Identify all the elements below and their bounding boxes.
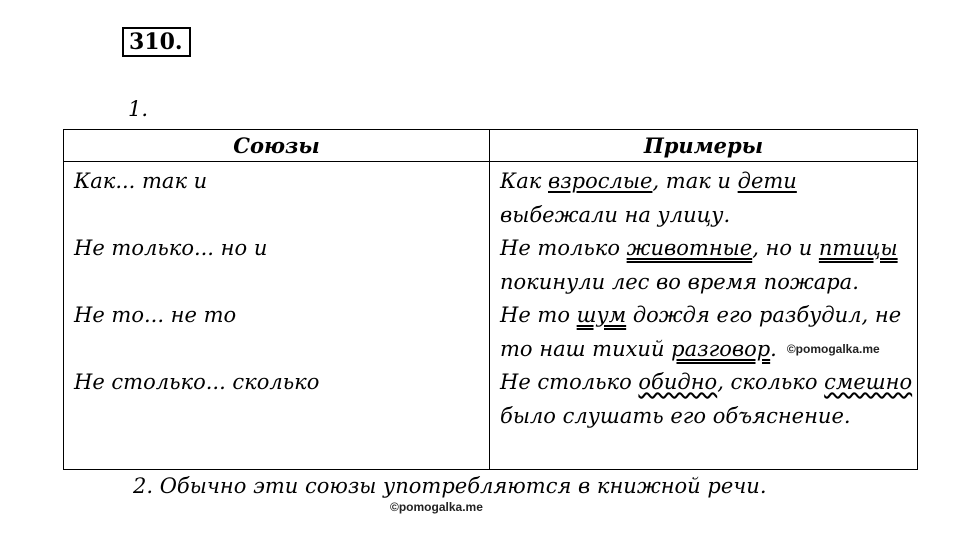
subject-underlined: дети bbox=[737, 169, 797, 193]
conjunction-item: Не только... но и bbox=[74, 236, 268, 260]
subject-underlined: шум bbox=[576, 303, 627, 327]
example-sentence: Как взрослые, так и дети выбежали на улицу. bbox=[500, 169, 797, 227]
predicate-underlined: смешно bbox=[824, 370, 913, 394]
subject-underlined: разговор bbox=[671, 336, 771, 361]
header-conjunctions: Союзы bbox=[64, 130, 490, 162]
watermark: ©pomogalka.me bbox=[786, 341, 880, 356]
table-header-row bbox=[64, 130, 918, 162]
conjunction-item: Не то... не то bbox=[74, 303, 237, 327]
subject-underlined: взрослые bbox=[548, 169, 653, 193]
example-sentence: Не только животные, но и птицы покинули лес во время пожара. bbox=[500, 236, 898, 294]
subject-underlined: животные bbox=[626, 236, 753, 260]
part-1-label: 1. bbox=[128, 97, 149, 121]
conjunction-item: Не столько... сколько bbox=[74, 370, 320, 394]
conjunction-item: Как... так и bbox=[74, 169, 208, 193]
predicate-underlined: обидно bbox=[638, 370, 718, 394]
example-sentence: Не столько обидно, сколько смешно было слушать его объяснение. bbox=[500, 370, 913, 428]
part-2-text: 2. Обычно эти союзы употребляются в книжной речи. bbox=[133, 474, 767, 498]
header-examples: Примеры bbox=[490, 130, 918, 162]
conjunctions-table bbox=[63, 129, 918, 470]
task-number: 310. bbox=[122, 27, 191, 57]
subject-underlined: птицы bbox=[818, 236, 898, 260]
conjunctions-column bbox=[64, 162, 490, 470]
watermark: ©pomogalka.me bbox=[390, 500, 483, 514]
examples-column bbox=[490, 162, 918, 470]
example-sentence: Не то шум дождя его разбудил, не то наш тихий разговор. ©pomogalka.me bbox=[500, 303, 902, 361]
table-body-row bbox=[64, 162, 918, 470]
